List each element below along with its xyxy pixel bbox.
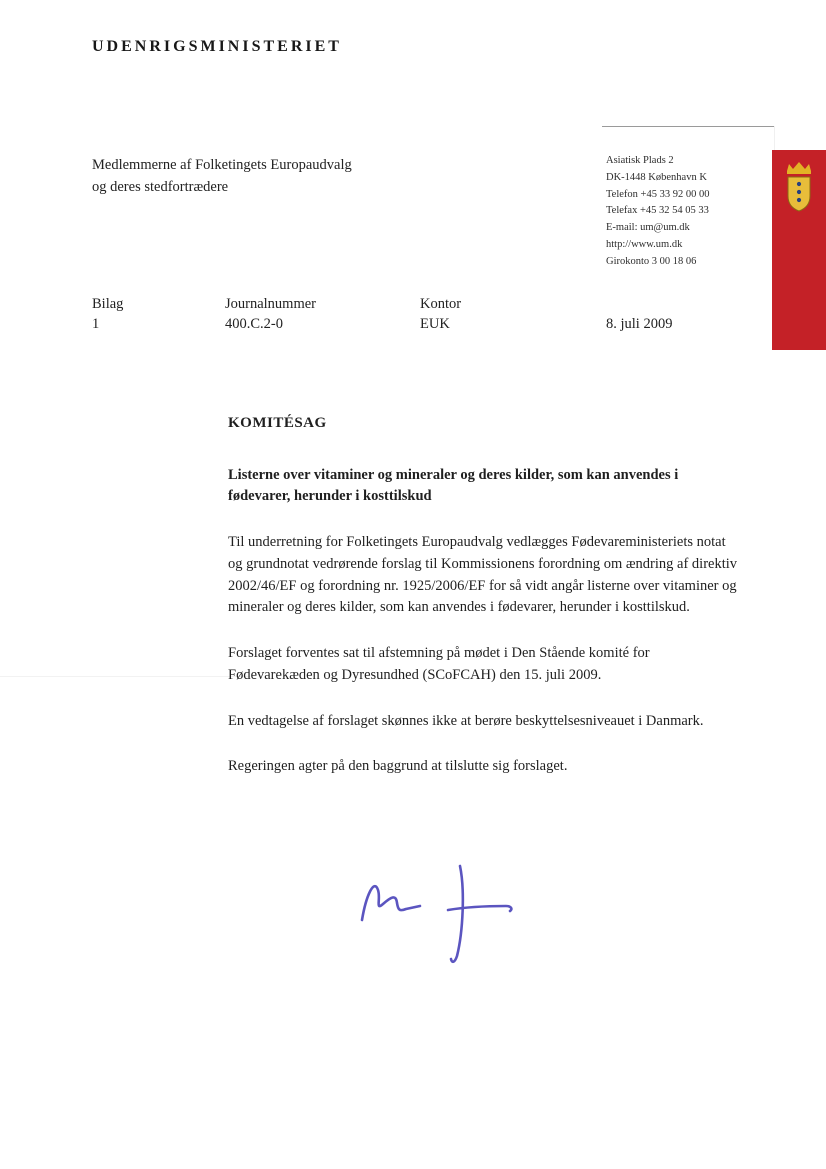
paragraph-1: Til underretning for Folketingets Europaudvalg vedlægges Fødevareministeriets notat og grundnotat vedrørende forslag til Kommissionens forordning om ændring af direktiv 2002/46/EF og forordning nr. 1925/2006/EF for så vidt angår listerne over vitaminer og mineraler og deres kilder, som kan anvendes i fødevarer, herunder i kosttilskud. bbox=[228, 534, 738, 616]
journalnummer-value: 400.C.2-0 bbox=[225, 316, 283, 332]
address-street: Asiatisk Plads 2 bbox=[606, 155, 674, 166]
ministry-letterhead: UDENRIGSMINISTERIET bbox=[92, 38, 342, 55]
kontor-label: Kontor bbox=[420, 296, 462, 312]
address-website: http://www.um.dk bbox=[606, 238, 683, 250]
recipient-block bbox=[92, 154, 352, 199]
address-giro: Girokonto 3 00 18 06 bbox=[606, 255, 697, 267]
recipient-line-1: Medlemmerne af Folketingets Europaudvalg bbox=[92, 157, 352, 173]
danish-coat-of-arms-flag bbox=[772, 150, 826, 350]
journalnummer-label: Journalnummer bbox=[225, 296, 317, 312]
recipient-line-2: og deres stedfortrædere bbox=[92, 179, 229, 196]
kontor-value: EUK bbox=[420, 316, 450, 332]
komitesag-heading: KOMITÉSAG bbox=[228, 415, 327, 431]
address-phone: Telefon +45 33 92 00 00 bbox=[606, 188, 710, 200]
address-city: DK-1448 København K bbox=[606, 171, 707, 183]
sender-address-block bbox=[602, 126, 774, 277]
subject-line: Listerne over vitaminer og mineraler og deres kilder, som kan anvendes i fødevarer, herunder i kosttilskud bbox=[228, 466, 679, 505]
paragraph-2: Forslaget forventes sat til afstemning på mødet i Den Stående komité for Fødevarekæden og Dyresundhed (SCoFCAH) den 15. juli 2009. bbox=[228, 645, 650, 683]
bilag-value: 1 bbox=[92, 316, 100, 332]
scan-artifact-line bbox=[0, 676, 250, 677]
handwritten-signature bbox=[338, 848, 548, 988]
paragraph-4: Regeringen agter på den baggrund at tilslutte sig forslaget. bbox=[228, 758, 568, 775]
bilag-label: Bilag bbox=[92, 296, 124, 312]
address-email: E-mail: um@um.dk bbox=[606, 222, 690, 234]
letter-date: 8. juli 2009 bbox=[606, 316, 673, 332]
paragraph-3: En vedtagelse af forslaget skønnes ikke at berøre beskyttelsesniveauet i Danmark. bbox=[228, 712, 704, 729]
address-fax: Telefax +45 32 54 05 33 bbox=[606, 205, 709, 217]
letter-body bbox=[228, 412, 740, 802]
coat-of-arms-icon bbox=[780, 160, 818, 216]
